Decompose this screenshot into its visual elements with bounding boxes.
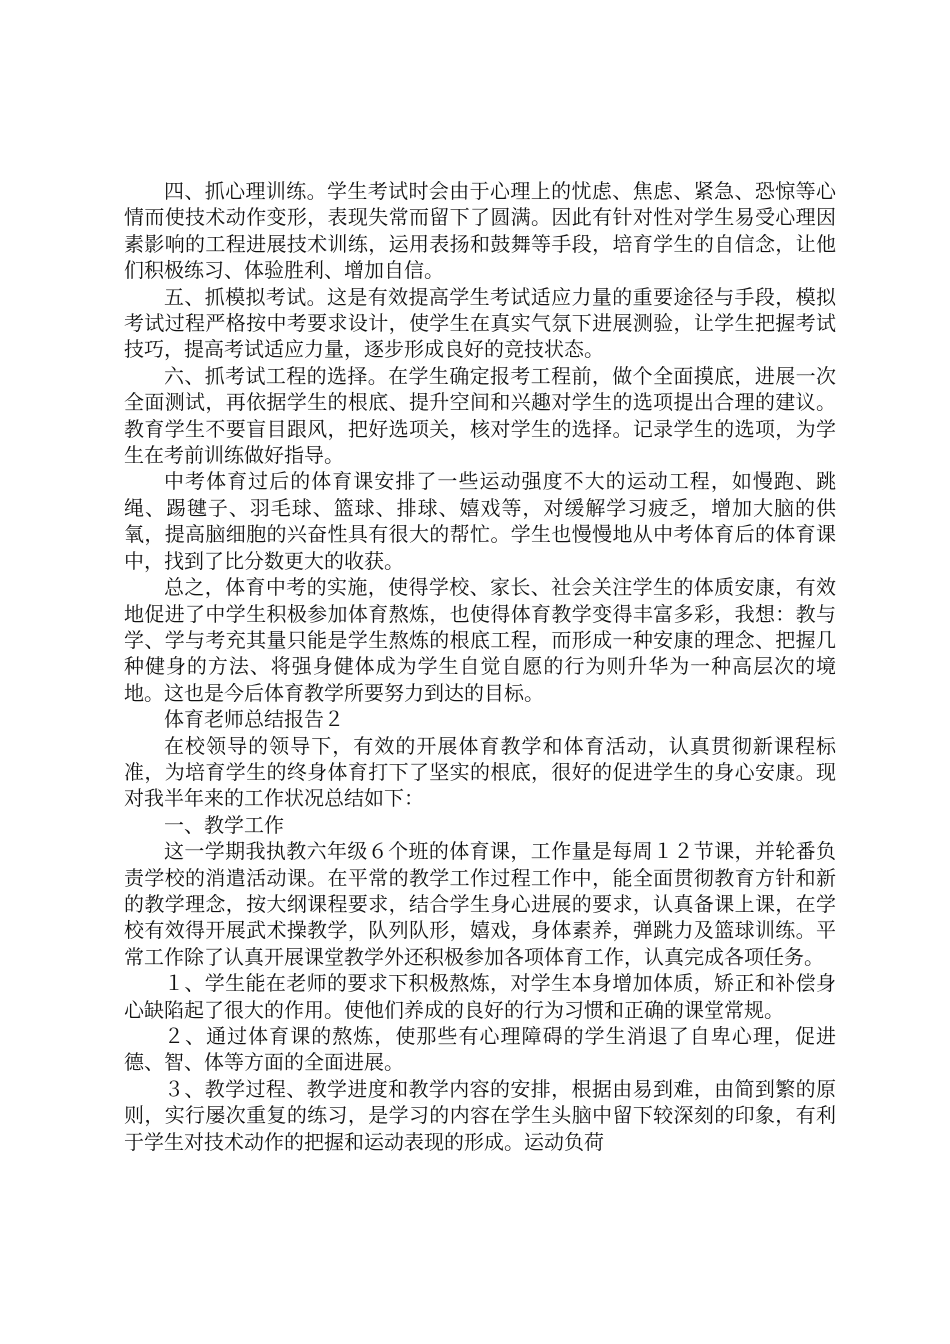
list-item-2: ２、通过体育课的熬炼，使那些有心理障碍的学生消退了自卑心理，促进德、智、体等方面的全面进展。 [124,1024,836,1075]
paragraph-after-exam-classes: 中考体育过后的体育课安排了一些运动强度不大的运动工程，如慢跑、跳绳、踢毽子、羽毛球、篮球、排球、嬉戏等，对缓解学习疲乏，增加大脑的供氧，提高脑细胞的兴奋性具有很大的帮忙。学生也慢慢地从中考体育后的体育课中，找到了比分数更大的收获。 [124,469,836,573]
document-body [124,178,836,1155]
paragraph-conclusion: 总之，体育中考的实施，使得学校、家长、社会关注学生的体质安康，有效地促进了中学生积极参加体育熬炼，也使得体育教学变得丰富多彩，我想：教与学、学与考充其量只能是学生熬炼的根底工程，而形成一种安康的理念、把握几种健身的方法、将强身健体成为学生自觉自愿的行为则升华为一种高层次的境地。这也是今后体育教学所要努力到达的目标。 [124,575,836,705]
heading-teaching-work: 一、教学工作 [164,812,284,837]
paragraph-teaching-duties: 这一学期我执教六年级６个班的体育课，工作量是每周１２节课，并轮番负责学校的消遣活动课。在平常的教学工作过程工作中，能全面贯彻教育方针和新的教学理念，按大纲课程要求，结合学生身心进展的要求，认真备课上课，在学校有效得开展武术操教学，队列队形，嬉戏，身体素养，弹跳力及篮球训练。平常工作除了认真开展课堂教学外还积极参加各项体育工作，认真完成各项任务。 [124,839,836,969]
list-item-3: ３、教学过程、教学进度和教学内容的安排，根据由易到难，由简到繁的原则，实行屡次重复的练习，是学习的内容在学生头脑中留下较深刻的印象，有利于学生对技术动作的把握和运动表现的形成。运动负荷 [124,1076,836,1154]
section-title-report-2: 体育老师总结报告２ [164,707,344,732]
paragraph-report-intro: 在校领导的领导下，有效的开展体育教学和体育活动，认真贯彻新课程标准，为培育学生的终身体育打下了坚实的根底，很好的促进学生的身心安康。现对我半年来的工作状况总结如下： [124,733,836,811]
list-item-1: １、学生能在老师的要求下积极熬炼，对学生本身增加体质，矫正和补偿身心缺陷起了很大的作用。使他们养成的良好的行为习惯和正确的课堂常规。 [124,971,836,1022]
paragraph-psychological-training: 四、抓心理训练。学生考试时会由于心理上的忧虑、焦虑、紧急、恐惊等心情而使技术动作变形，表现失常而留下了圆满。因此有针对性对学生易受心理因素影响的工程进展技术训练，运用表扬和鼓舞等手段，培育学生的自信念，让他们积极练习、体验胜利、增加自信。 [124,179,836,283]
paragraph-mock-exam: 五、抓模拟考试。这是有效提高学生考试适应力量的重要途径与手段，模拟考试过程严格按中考要求设计，使学生在真实气氛下进展测验，让学生把握考试技巧，提高考试适应力量，逐步形成良好的竞技状态。 [124,284,836,362]
paragraph-event-selection: 六、抓考试工程的选择。在学生确定报考工程前，做个全面摸底，进展一次全面测试，再依据学生的根底、提升空间和兴趣对学生的选项提出合理的建议。教育学生不要盲目跟风，把好选项关，核对学生的选择。记录学生的选项，为学生在考前训练做好指导。 [124,363,836,468]
